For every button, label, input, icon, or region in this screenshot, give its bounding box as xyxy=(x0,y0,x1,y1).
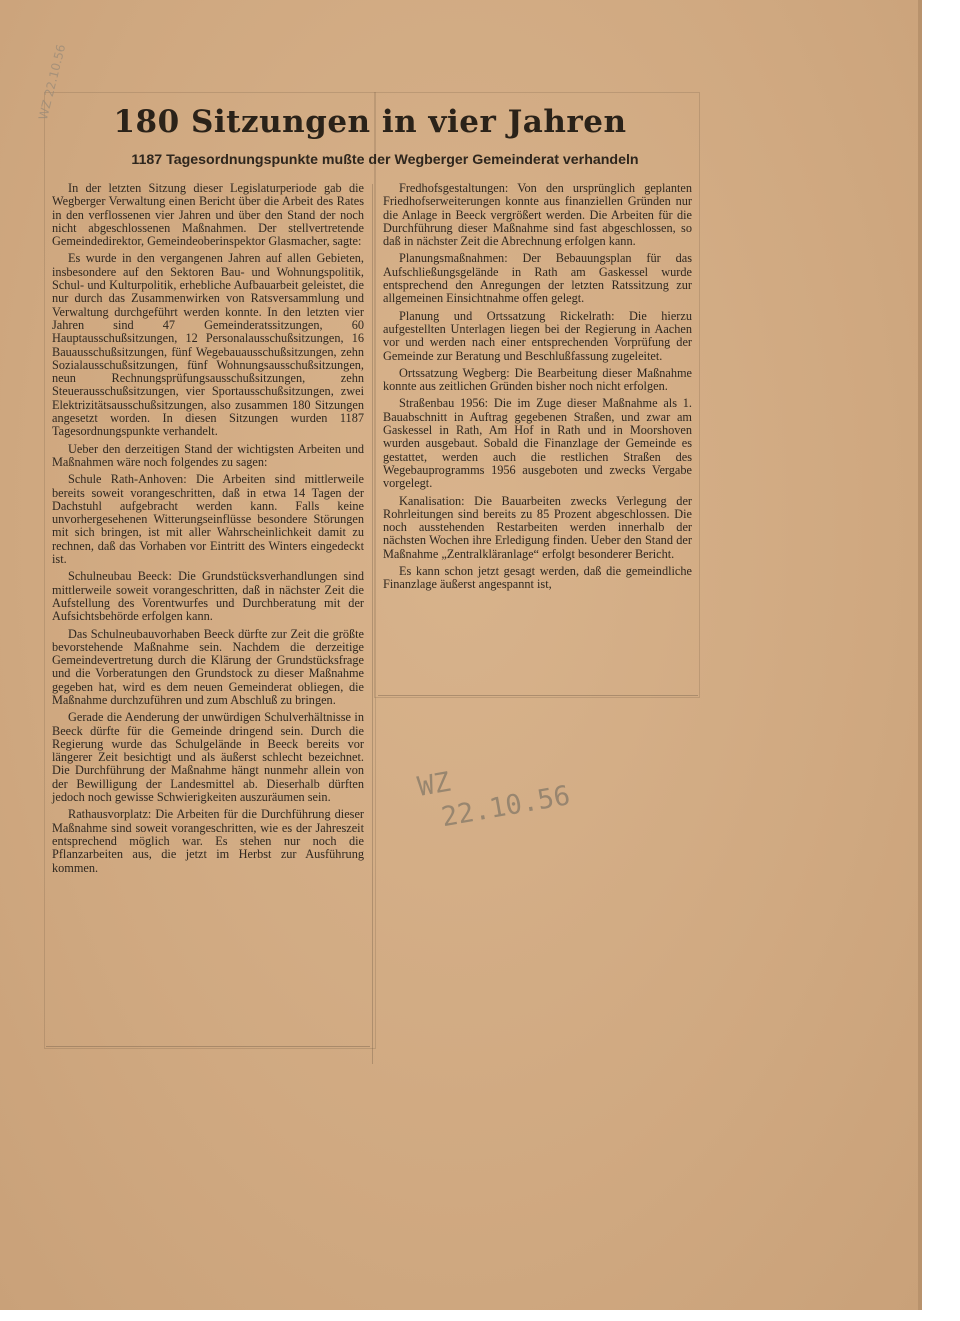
article-column-right xyxy=(383,182,692,596)
paragraph: Ortssatzung Wegberg: Die Bearbeitung dieser Maßnahme konnte aus zeitlichen Gründen bisher noch nicht erfolgen. xyxy=(383,365,692,394)
paragraph: Schulneubau Beeck: Die Grundstücksverhandlungen sind mittlerweile soweit vorangeschritten, daß in nächster Zeit die Aufstellung des Vorentwurfes und Durchberatung mit der Aufsichtsbehörde erfolgen kann. xyxy=(52,569,364,624)
paragraph: Es kann schon jetzt gesagt werden, daß die gemeindliche Finanzlage äußerst angespannt ist, xyxy=(383,564,692,592)
margin-handwritten-note: WZ 22.10.56 xyxy=(36,42,69,122)
article-headline: 180 Sitzungen in vier Jahren xyxy=(113,104,627,140)
clipping-bottom-rule-right xyxy=(378,695,698,696)
paragraph: Ueber den derzeitigen Stand der wichtigsten Arbeiten und Maßnahmen wäre noch folgendes zu sagen: xyxy=(52,441,364,469)
article-subheadline: 1187 Tagesordnungspunkte mußte der Wegberger Gemeinderat verhandeln xyxy=(131,152,639,168)
paragraph: Planungsmaßnahmen: Der Bebauungsplan für das Aufschließungsgelände in Rath am Gaskessel wurde entsprechend den Anregungen der letzten Ratssitzung zur allgemeinen Einsichtnahme offen gelegt. xyxy=(383,251,692,306)
paragraph: Das Schulneubauvorhaben Beeck dürfte zur Zeit die größte bevorstehende Maßnahme sein. Nachdem die derzeitige Gemeindevertretung durch die Klärung der Grundstücksfrage und die Vorberatungen den Grundstock zu dieser Maßnahme gegeben hat, wird es dem neuen Gemeinderat obliegen, die Maßnahme durchzuführen und zum Abschluß zu bringen. xyxy=(52,626,364,707)
article-column-left xyxy=(52,182,364,879)
paragraph: Planung und Ortssatzung Rickelrath: Die hierzu aufgestellten Unterlagen liegen bei der Regierung in Aachen vor und werden nach einer entsprechenden Vorprüfung der Gemeinde zur Beratung und Beschlußfassung zugeleitet. xyxy=(383,308,692,363)
paragraph: Es wurde in den vergangenen Jahren auf allen Gebieten, insbesondere auf den Sektoren Bau- und Wohnungspolitik, Schul- und Kulturpolitik, erhebliche Aufbauarbeit geleistet, die nur durch das Zusammenwirken von Ratsversammlung und Verwaltung durchgeführt werden konnte. In den letzten vier Jahren sind 47 Gemeinderatssitzungen, 60 Hauptausschußsitzungen, 12 Personalausschußsitzungen, 16 Bauausschußsitzungen, fünf Wegebauausschußsitzungen, zehn Sozialausschußsitzungen, fünf Wohnungsausschußsitzungen, neun Rechnungsprüfungsausschußsitzungen, zehn Steuerausschußsitzungen, vier Sportausschußsitzungen, zwei Elektrizitätsausschußsitzungen, also zusammen 180 Sitzungen angesetzt worden. In diesen Sitzungen wurden 1187 Tagesordnungspunkte verhandelt. xyxy=(52,251,364,439)
clipping-bottom-rule-left xyxy=(46,1046,370,1047)
pencil-note-source: WZ xyxy=(415,766,453,803)
paragraph: In der letzten Sitzung dieser Legislaturperiode gab die Wegberger Verwaltung einen Bericht über die Arbeit des Rates in den verflossenen vier Jahren und über den Stand der noch nicht abgeschlossenen Maßnahmen. Der stellvertretende Gemeindedirektor, Gemeindeoberinspektor Glasmacher, sagte: xyxy=(52,181,364,249)
pencil-note-date: 22.10.56 xyxy=(439,780,573,834)
paragraph: Rathausvorplatz: Die Arbeiten für die Durchführung dieser Maßnahme sind soweit vorangeschritten, wie es der Jahreszeit entsprechend möglich war. Es stehen nur noch die Pflanzarbeiten aus, die jetzt im Herbst zur Ausführung kommen. xyxy=(52,807,364,875)
paragraph: Kanalisation: Die Bauarbeiten zwecks Verlegung der Rohrleitungen sind bereits zu 85 Prozent abgeschlossen. Die noch ausstehenden Restarbeiten werden innerhalb der nächsten Wochen ihre Erledigung finden. Ueber den Stand der Maßnahme „Zentralkläranlage“ erfolgt besonderer Bericht. xyxy=(383,493,692,561)
paragraph: Schule Rath-Anhoven: Die Arbeiten sind mittlerweile bereits soweit vorangeschritten, daß in etwa 14 Tagen der Dachstuhl aufgebracht werden kann. Falls keine unvorhergesehenen Witterungseinflüsse besondere Störungen mit sich bringen, ist mit aller Wahrscheinlichkeit damit zu rechnen, daß das Vorhaben vor Eintritt des Winters eingedeckt ist. xyxy=(52,472,364,567)
paragraph: Fredhofsgestaltungen: Von den ursprünglich geplanten Friedhofserweiterungen konnte aus finanziellen Gründen nur die Anlage in Beeck vergrößert werden. Die Arbeiten für die Durchführung dieser Maßnahme sind fast abgeschlossen, so daß in nächster Zeit die Abrechnung erfolgen kann. xyxy=(383,181,692,249)
paragraph: Straßenbau 1956: Die im Zuge dieser Maßnahme als 1. Bauabschnitt in Auftrag gegebenen Straßen, und zwar am Gaskessel in Rath, Am Hof in Rath und in Moorshoven wurden ausgebaut. Sobald die Finanzlage der Gemeinde es gestattet, werden auch die restlichen Straßen des Wegebauprogramms 1956 ausgeboten und zwecks Vergabe vorgelegt. xyxy=(383,396,692,491)
column-divider xyxy=(372,184,373,1064)
paper-edge xyxy=(918,0,922,1310)
paragraph: Gerade die Aenderung der unwürdigen Schulverhältnisse in Beeck dürfte für die Gemeinde dringend sein. Durch die Regierung wurde das Schulgelände in Beeck bereits vor längerer Zeit besichtigt und als äußerst schlecht bezeichnet. Die Durchführung der Maßnahme hängt nunmehr allein von der Bewilligung der Landesmittel ab. Dieserhalb dürften jedoch noch gewisse Schwierigkeiten auszuräumen sein. xyxy=(52,710,364,805)
